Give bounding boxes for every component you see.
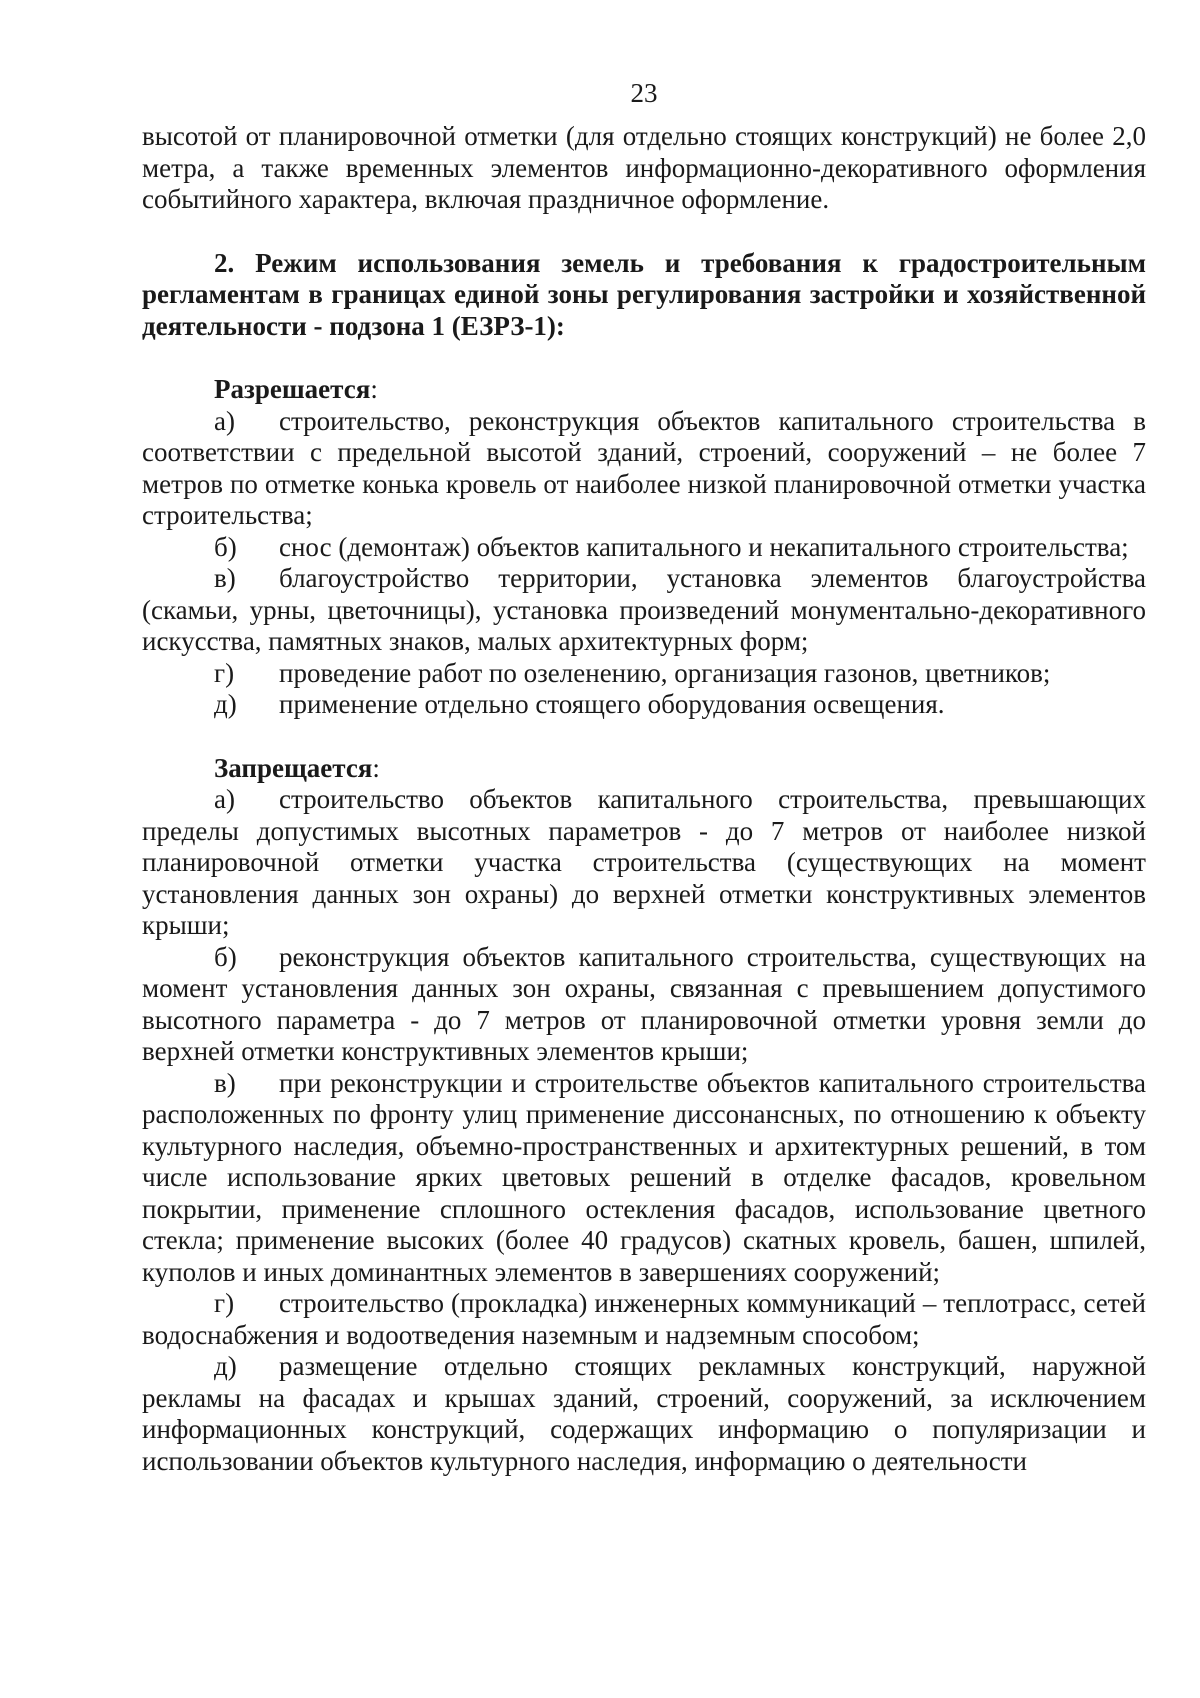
list-item-text: строительство объектов капитального строительства, превышающих пределы допустимых высотных параметров - до 7 метров от наиболее низкой планировочной отметки участка строительства (существующих на момент установления данных зон охраны) до верхней отметки конструктивных элементов крыши; <box>142 784 1146 940</box>
list-item-text: снос (демонтаж) объектов капитального и некапитального строительства; <box>279 531 1129 562</box>
list-marker: г) <box>214 1288 235 1318</box>
list-item-text: строительство, реконструкция объектов капитального строительства в соответствии с предельной высотой зданий, строений, сооружений – не более 7 метров по отметке конька кровель от наиболее низкой планировочной отметки участка строительства; <box>142 405 1146 530</box>
list-item <box>142 1351 1146 1477</box>
list-marker: а) <box>214 784 235 814</box>
list-item-text: проведение работ по озеленению, организация газонов, цветников; <box>279 657 1051 688</box>
list-marker: в) <box>214 1067 236 1098</box>
list-marker: д) <box>214 1351 237 1381</box>
spacer <box>142 721 1146 753</box>
list-item-text: благоустройство территории, установка элементов благоустройства (скамьи, урны, цветочницы), установка произведений монументально-декоративного искусства, памятных знаков, малых архитектурных форм; <box>142 563 1146 656</box>
list-marker: б) <box>214 941 237 972</box>
list-item-text: применение отдельно стоящего оборудования освещения. <box>279 689 945 719</box>
list-item <box>142 532 1146 564</box>
list-item <box>142 406 1146 532</box>
intro-paragraph: высотой от планировочной отметки (для отдельно стоящих конструкций) не более 2,0 метра, а также временных элементов информационно-декоративного оформления событийного характера, включая праздничное оформление. <box>142 121 1146 214</box>
list-marker: г) <box>214 657 235 688</box>
list-item-text: при реконструкции и строительстве объектов капитального строительства расположенных по фронту улиц применение диссонансных, по отношению к объекту культурного наследия, объемно-пространственных и архитектурных решений, в том числе использование ярких цветовых решений в отделке фасадов, кровельном покрытии, применение сплошного остекления фасадов, использование цветного стекла; применение высоких (более 40 градусов) скатных кровель, башен, шпилей, куполов и иных доминантных элементов в завершениях сооружений; <box>142 1067 1146 1287</box>
list-item <box>142 689 1146 721</box>
list-item <box>142 1288 1146 1351</box>
allowed-label-text: Разрешается <box>214 374 371 404</box>
list-marker: в) <box>214 563 236 593</box>
section-heading: 2. Режим использования земель и требования к градостроительным регламентам в границах единой зоны регулирования застройки и хозяйственной деятельности - подзона 1 (ЕЗРЗ-1): <box>142 247 1146 341</box>
list-item-text: размещение отдельно стоящих рекламных конструкций, наружной рекламы на фасадах и крышах зданий, строений, сооружений, за исключением информационных конструкций, содержащих информацию о популяризации и использовании объектов культурного наследия, информацию о деятельности <box>142 1351 1146 1476</box>
list-marker: а) <box>214 405 235 436</box>
list-marker: б) <box>214 531 237 562</box>
list-item <box>142 658 1146 690</box>
allowed-label <box>142 374 1146 406</box>
forbidden-label-colon: : <box>372 752 380 783</box>
list-item <box>142 784 1146 942</box>
document-page <box>142 78 1146 1477</box>
page-number: 23 <box>630 78 658 108</box>
list-item <box>142 563 1146 658</box>
allowed-label-colon: : <box>370 374 378 404</box>
spacer <box>142 342 1146 374</box>
list-item <box>142 942 1146 1068</box>
list-marker: д) <box>214 689 237 719</box>
list-item <box>142 1068 1146 1289</box>
spacer <box>142 216 1146 248</box>
forbidden-label <box>142 753 1146 785</box>
list-item-text: строительство (прокладка) инженерных коммуникаций – теплотрасс, сетей водоснабжения и водоотведения наземным и надземным способом; <box>142 1288 1146 1350</box>
forbidden-label-text: Запрещается <box>214 752 373 783</box>
list-item-text: реконструкция объектов капитального строительства, существующих на момент установления данных зон охраны, связанная с превышением допустимого высотного параметра - до 7 метров от планировочной отметки уровня земли до верхней отметки конструктивных элементов крыши; <box>142 941 1146 1066</box>
